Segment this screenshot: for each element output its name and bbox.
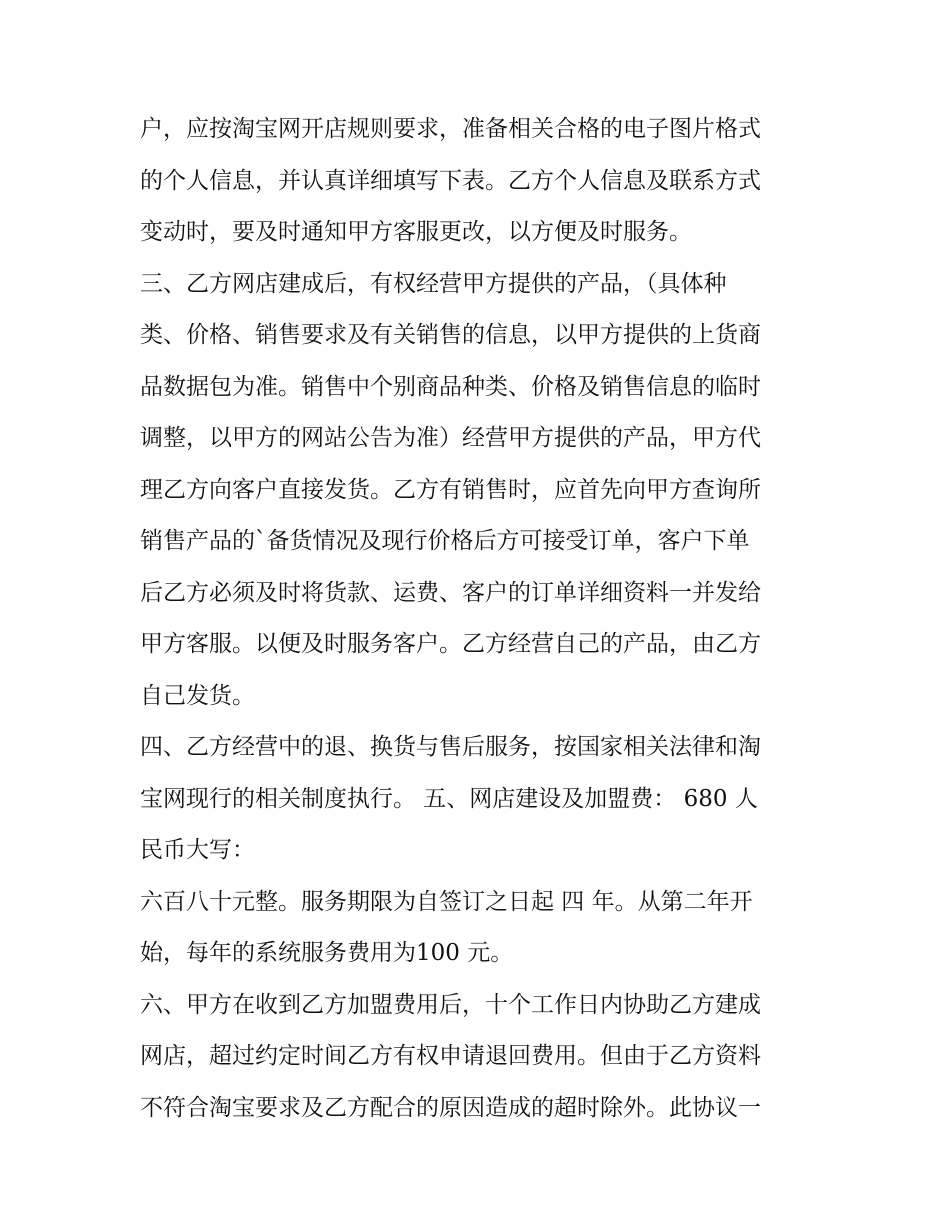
document-page xyxy=(140,104,830,1134)
text-line: 调整，以甲方的网站公告为准）经营甲方提供的产品，甲方代 xyxy=(140,425,761,451)
text-line: 不符合淘宝要求及乙方配合的原因造成的超时除外。此协议一 xyxy=(140,1094,761,1121)
text-line: 四、乙方经营中的退、换货与售后服务，按国家相关法律和淘 xyxy=(140,734,761,760)
text-line: 变动时，要及时通知甲方客服更改，以方便及时服务。 xyxy=(140,219,692,245)
text-line: 户，应按淘宝网开店规则要求，准备相关合格的电子图片格式 xyxy=(140,116,761,142)
text-line: 民币大写： xyxy=(140,837,255,863)
text-line: 类、价格、销售要求及有关销售的信息，以甲方提供的上货商 xyxy=(140,322,761,348)
text-line: 理乙方向客户直接发货。乙方有销售时，应首先向甲方查询所 xyxy=(140,476,761,503)
text-line: 甲方客服。以便及时服务客户。乙方经营自己的产品，由乙方 xyxy=(140,631,761,657)
text-line: 网店，超过约定时间乙方有权申请退回费用。但由于乙方资料 xyxy=(140,1043,761,1069)
text-line: 宝网现行的相关制度执行。 五、网店建设及加盟费： 680 人 xyxy=(140,785,758,812)
text-line: 六百八十元整。服务期限为自签订之日起 四 年。从第二年开 xyxy=(140,888,753,915)
text-line: 始，每年的系统服务费用为100 元。 xyxy=(140,940,514,966)
text-line: 后乙方必须及时将货款、运费、客户的订单详细资料一并发给 xyxy=(140,579,761,606)
text-line: 销售产品的`备货情况及现行价格后方可接受订单，客户下单 xyxy=(140,528,750,554)
text-line: 六、甲方在收到乙方加盟费用后，十个工作日内协助乙方建成 xyxy=(140,991,761,1018)
text-line: 的个人信息，并认真详细填写下表。乙方个人信息及联系方式 xyxy=(140,167,761,194)
text-line: 品数据包为准。销售中个别商品种类、价格及销售信息的临时 xyxy=(140,373,761,400)
text-line: 自己发货。 xyxy=(140,682,255,709)
text-line: 三、乙方网店建成后，有权经营甲方提供的产品，（具体种 xyxy=(140,270,727,297)
